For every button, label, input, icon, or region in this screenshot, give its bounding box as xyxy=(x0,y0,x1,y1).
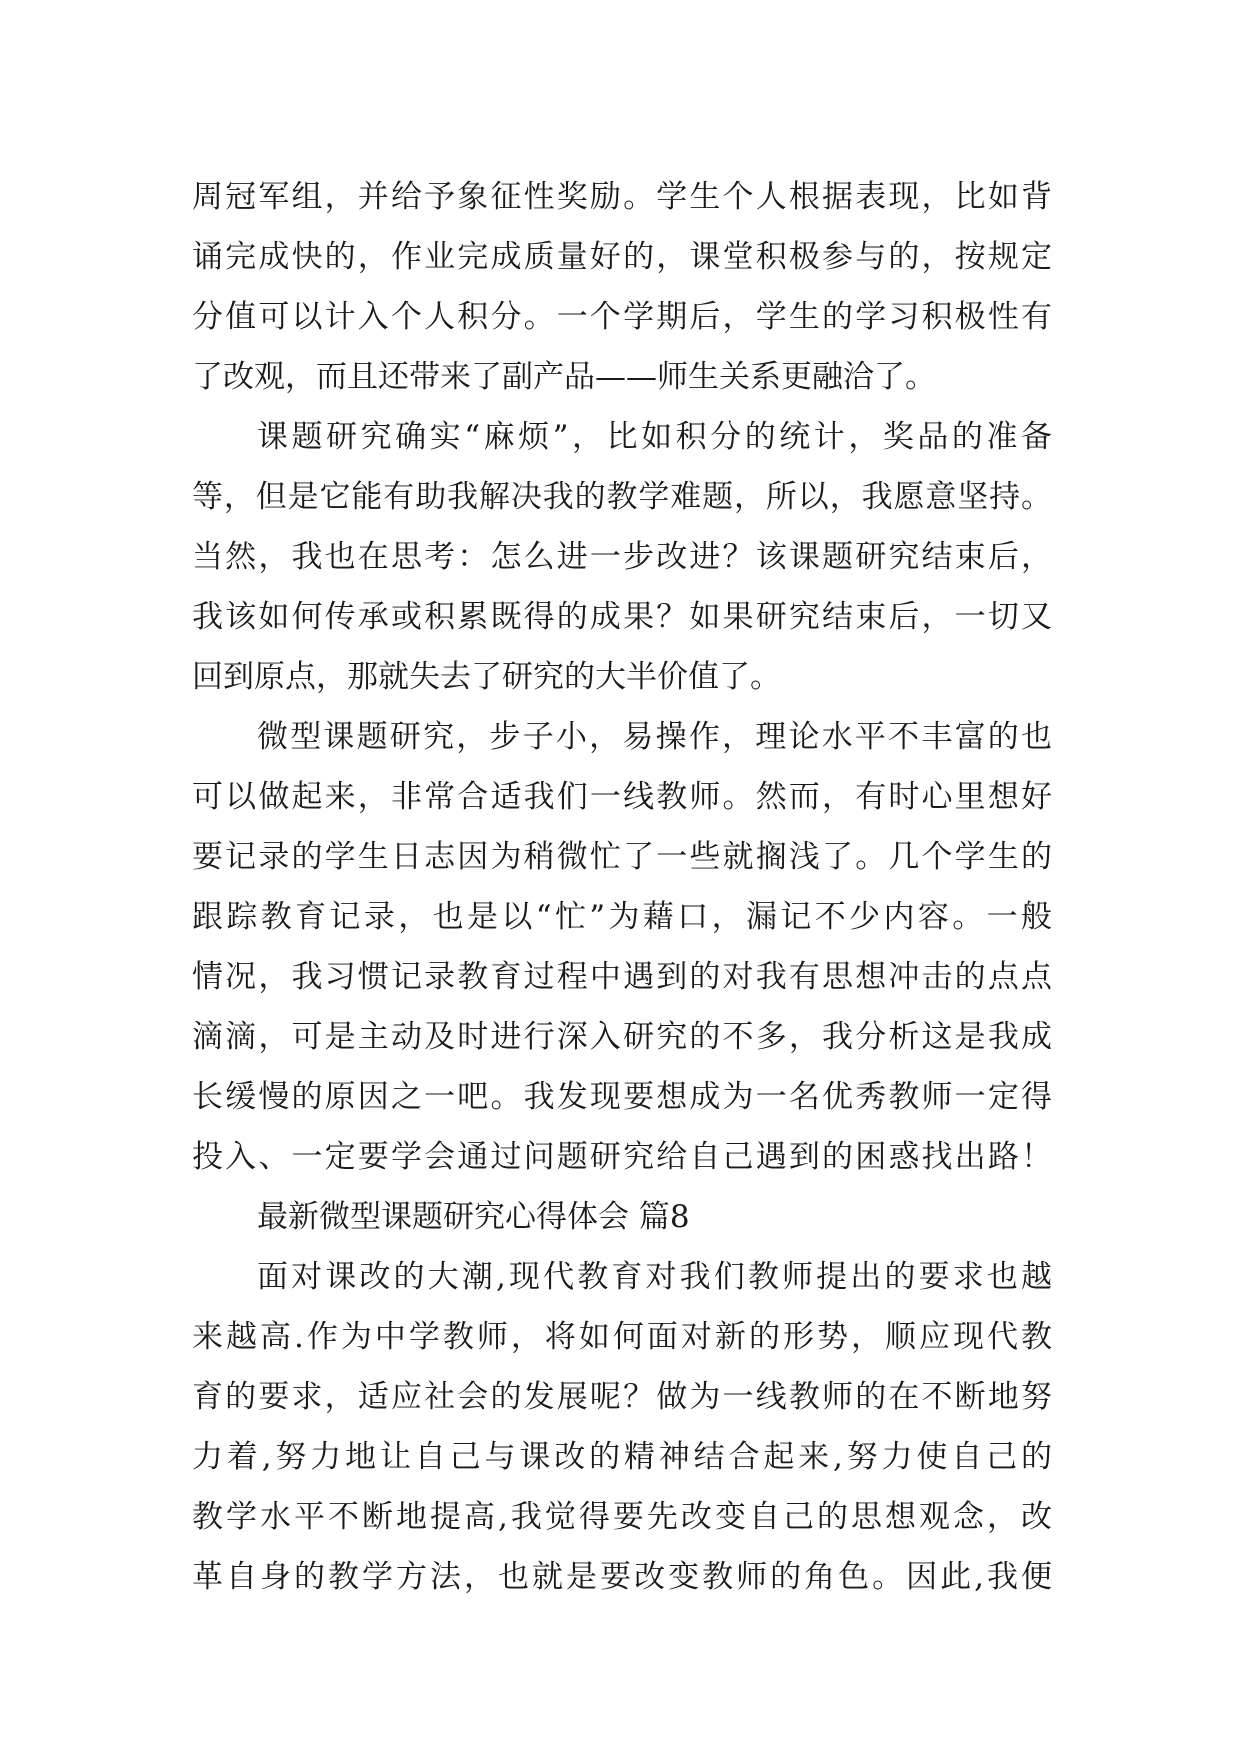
text-line: 投入、一定要学会通过问题研究给自己遇到的困惑找出路！ xyxy=(192,1139,1052,1175)
text-line: 育的要求，适应社会的发展呢？做为一线教师的在不断地努 xyxy=(192,1379,1052,1415)
text-line: 来越高.作为中学教师，将如何面对新的形势，顺应现代教 xyxy=(192,1319,1052,1355)
text-line: 长缓慢的原因之一吧。我发现要想成为一名优秀教师一定得 xyxy=(192,1079,1052,1115)
text-line: 诵完成快的，作业完成质量好的，课堂积极参与的，按规定 xyxy=(192,239,1052,275)
text-line: 回到原点，那就失去了研究的大半价值了。 xyxy=(192,659,781,695)
text-line: 革自身的教学方法，也就是要改变教师的角色。因此,我便 xyxy=(192,1559,1052,1595)
text-line: 要记录的学生日志因为稍微忙了一些就搁浅了。几个学生的 xyxy=(192,839,1052,875)
text-line: 滴滴，可是主动及时进行深入研究的不多，我分析这是我成 xyxy=(192,1019,1052,1055)
text-line: 周冠军组，并给予象征性奖励。学生个人根据表现，比如背 xyxy=(192,179,1052,215)
text-line: 分值可以计入个人积分。一个学期后，学生的学习积极性有 xyxy=(192,299,1052,335)
text-line: 了改观，而且还带来了副产品——师生关系更融洽了。 xyxy=(192,359,936,395)
text-line: 可以做起来，非常合适我们一线教师。然而，有时心里想好 xyxy=(192,779,1052,815)
text-line: 等，但是它能有助我解决我的教学难题，所以，我愿意坚持。 xyxy=(192,479,1052,515)
section-heading: 最新微型课题研究心得体会 篇8 xyxy=(257,1199,690,1235)
text-line: 我该如何传承或积累既得的成果？如果研究结束后，一切又 xyxy=(192,599,1052,635)
paragraph-first-line: 面对课改的大潮,现代教育对我们教师提出的要求也越 xyxy=(257,1259,1052,1295)
text-line: 教学水平不断地提高,我觉得要先改变自己的思想观念，改 xyxy=(192,1499,1052,1535)
paragraph-first-line: 微型课题研究，步子小，易操作，理论水平不丰富的也 xyxy=(257,719,1052,755)
paragraph-first-line: 课题研究确实“麻烦”，比如积分的统计，奖品的准备 xyxy=(257,419,1052,455)
text-line: 跟踪教育记录，也是以“忙”为藉口，漏记不少内容。一般 xyxy=(192,899,1052,935)
text-line: 力着,努力地让自己与课改的精神结合起来,努力使自己的 xyxy=(192,1439,1052,1475)
text-line: 情况，我习惯记录教育过程中遇到的对我有思想冲击的点点 xyxy=(192,959,1052,995)
text-line: 当然，我也在思考：怎么进一步改进？该课题研究结束后， xyxy=(192,539,1052,575)
